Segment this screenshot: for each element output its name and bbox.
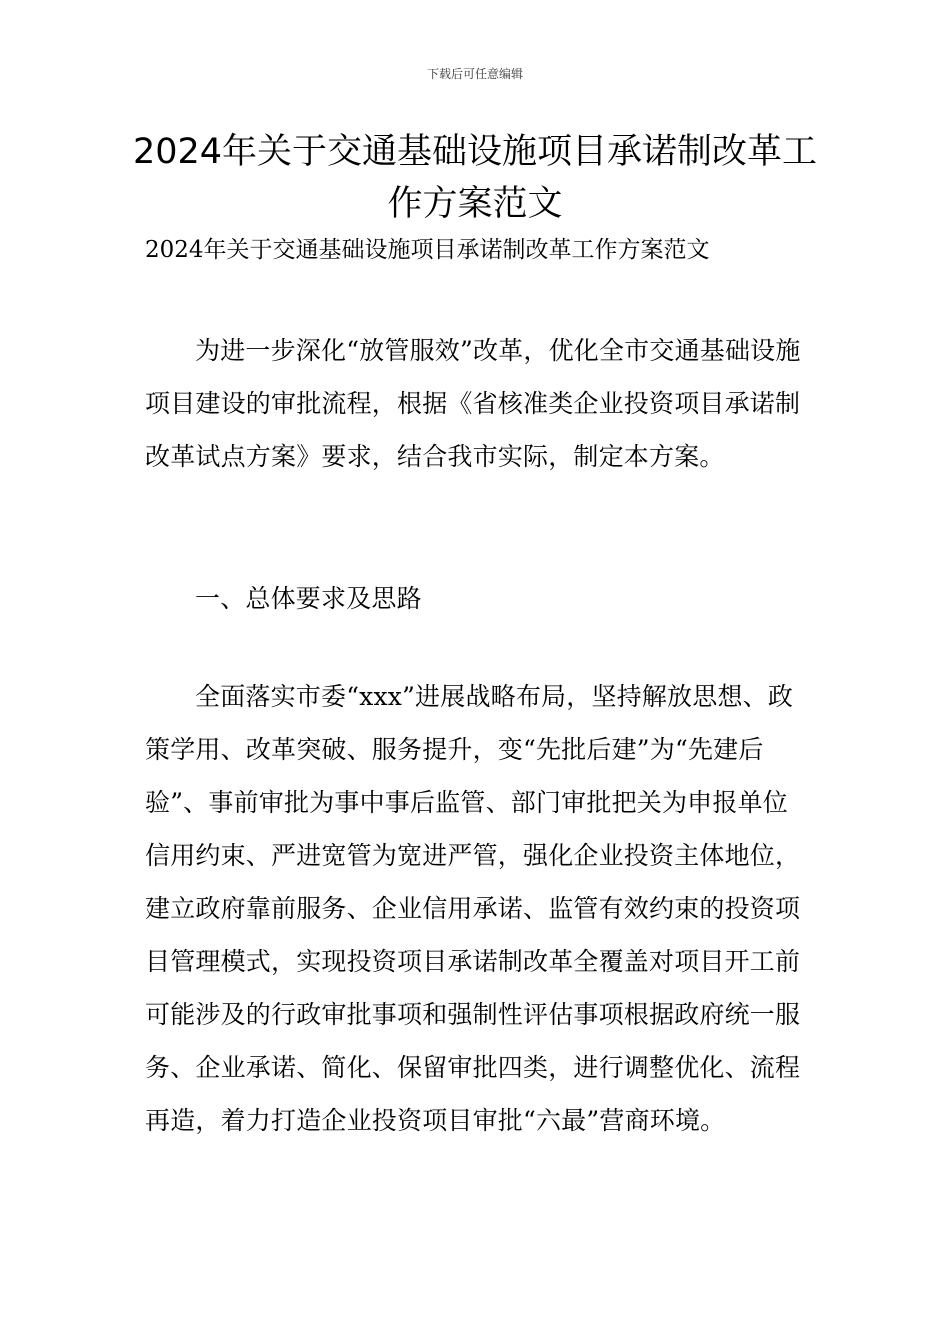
intro-paragraph: 为进一步深化“放管服效”改革，优化全市交通基础设施项目建设的审批流程，根据《省核准类企业投资项目承诺制改革试点方案》要求，结合我市实际，制定本方案。 [145,336,801,471]
document-title: 2024年关于交通基础设施项目承诺制改革工作方案范文 [132,132,818,224]
section-heading: 一、总体要求及思路 [195,584,422,613]
header-note: 下载后可任意编辑 [426,67,523,81]
body-paragraph: 全面落实市委“xxx”进展战略布局，坚持解放思想、政策学用、改革突破、服务提升，变“先批后建”为“先建后验”、事前审批为事中事后监管、部门审批把关为申报单位信用约束、严进宽管为宽进严管，强化企业投资主体地位，建立政府靠前服务、企业信用承诺、监管有效约束的投资项目管理模式，实现投资项目承诺制改革全覆盖对项目开工前可能涉及的行政审批事项和强制性评估事项根据政府统一服务、企业承诺、简化、保留审批四类，进行调整优化、流程再造，着力打造企业投资项目审批“六最”营商环境。 [145,682,801,1135]
document-subtitle: 2024年关于交通基础设施项目承诺制改革工作方案范文 [145,237,710,263]
